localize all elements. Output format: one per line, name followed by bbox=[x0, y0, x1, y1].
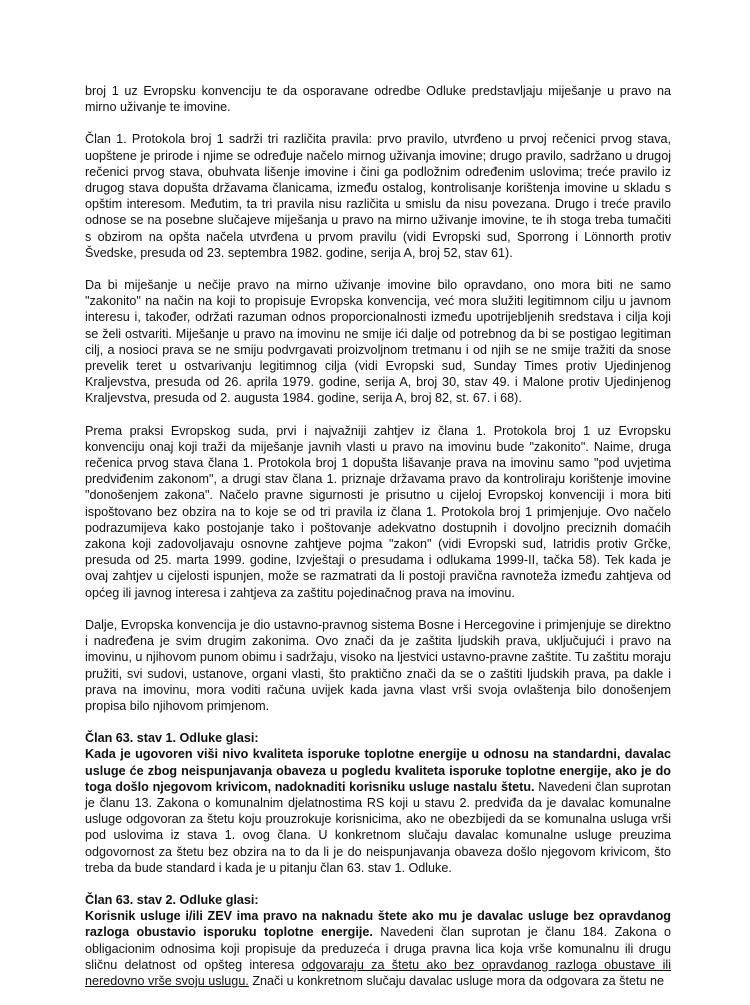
paragraph-constitutional-system: Dalje, Evropska konvencija je dio ustavno-pravnog sistema Bosne i Hercegovine i primjenjuje se direktno i nadređena je svim drugim zakonima. Ovo znači da je zaštita ljudskih prava, uključujući i pravo na imovinu, u njihovom punom obimu i sadržaju, visoko na ljestvici ustavno-pravne zaštite. Tu zaštitu moraju pružiti, svi sudovi, ustanove, organi vlasti, što praktično znači da se o zaštiti ljudskih prava, pa dakle i prava na imovinu, mora voditi računa uvijek kada javna vlast vrši svoja ovlaštenja bilo donošenjem propisa bilo njihovom primjenom. bbox=[85, 617, 671, 713]
underlined-text: odgovaraju za štetu ako bez opravdanog razloga obustave ili neredovno vrše svoju uslugu. bbox=[85, 957, 671, 988]
document-page bbox=[85, 83, 671, 1005]
section-commentary: Navedeni član suprotan je članu 184. Zakona o obligacionim odnosima koji propisuje da preduzeća i druga pravna lica koja vrše komunalnu ili drugu sličnu delatnost od opšteg interesa bbox=[85, 925, 671, 972]
section-article-63-para-2 bbox=[85, 892, 671, 989]
section-heading: Član 63. stav 1. Odluke glasi: bbox=[85, 731, 259, 746]
section-commentary-continued: Znači u konkretnom slučaju davalac usluge mora da odgovara za štetu ne bbox=[248, 973, 664, 988]
quoted-provision: Kada je ugovoren viši nivo kvaliteta isporuke toplotne energije u odnosu na standardni, davalac usluge će zbog neispunjavanja obaveza u pogledu kvaliteta isporuke toplotne energije, ako je do toga došlo njegovom krivicom, nadoknaditi korisniku usluge nastalu štetu. bbox=[85, 747, 671, 794]
paragraph-protocol-rules: Član 1. Protokola broj 1 sadrži tri različita pravila: prvo pravilo, utvrđeno u prvoj rečenici prvog stava, uopštene je prirode i njime se određuje načelo mirnog uživanja imovine; drugo pravilo, sadržano u drugoj rečenici prvog stava, obuhvata lišenje imovine i čini ga podložnim određenim uslovima; treće pravilo iz drugog stava dopušta državama članicama, između ostalog, kontrolisanje korištenja imovine u skladu s opštim interesom. Međutim, ta tri pravila nisu različita u smislu da nisu povezana. Drugo i treće pravilo odnose se na posebne slučajeve miješanja u pravo na mirno uživanje imovine, te ih stoga treba tumačiti s obzirom na opšta načela utvrđena u prvom pravilu (vidi Evropski sud, Sporrong i Lönnorth protiv Švedske, presuda od 23. septembra 1982. godine, serija A, broj 52, stav 61). bbox=[85, 132, 671, 260]
quoted-provision: Korisnik usluge i/ili ZEV ima pravo na naknadu štete ako mu je davalac usluge bez opravdanog razloga obustavio isporuku toplotne energije. bbox=[85, 909, 671, 940]
section-heading: Član 63. stav 2. Odluke glasi: bbox=[85, 892, 259, 907]
paragraph-justified-interference: Da bi miješanje u nečije pravo na mirno uživanje imovine bilo opravdano, ono mora biti ne samo "zakonito" na način na koji to propisuje Evropska konvencija, već mora služiti legitimnom cilju u javnom interesu i, također, održati razuman odnos proporcionalnosti između upotrijebljenih sredstava i cilja koji se želi ostvariti. Miješanje u pravo na imovinu ne smije ići dalje od potrebnog da bi se postigao legitiman cilj, a nosioci prava se ne smiju podvrgavati proizvoljnom tretmanu i od njih se ne smije tražiti da snose prevelik teret u ostvarivanju legitimnog cilja (vidi Evropski sud, Sunday Times protiv Ujedinjenog Kraljevstva, presuda od 26. aprila 1979. godine, serija A, broj 30, stav 49. i Malone protiv Ujedinjenog Kraljevstva, presuda od 2. augusta 1984. godine, serija A, broj 82, st. 67. i 68). bbox=[85, 278, 671, 406]
section-commentary: Navedeni član suprotan je članu 13. Zakona o komunalnim djelatnostima RS koji u stavu 2. predviđa da je davalac komunalne usluge odgovoran za štetu koju prouzrokuje korisnicima, ako ne obezbijedi da se komunalna usluga vrši pod uslovima iz stava 1. ovog člana. U konkretnom slučaju davalac komunalne usluge preuzima odgovornost za štetu bez obzira na to da li je do neispunjavanja obaveza došlo njegovom krivicom, što treba da bude standard i kada je u pitanju član 63. stav 1. Odluke. bbox=[85, 779, 671, 875]
paragraph-lawfulness: Prema praksi Evropskog suda, prvi i najvažniji zahtjev iz člana 1. Protokola broj 1 uz Evropsku konvenciju onaj koji traži da miješanje javnih vlasti u pravo na imovinu bude "zakonito". Naime, druga rečenica prvog stava člana 1. Protokola broj 1 dopušta lišavanje prava na imovinu samo "pod uvjetima predviđenim zakonom", a drugi stav člana 1. priznaje državama pravo da kontroliraju korištenje imovine "donošenjem zakona". Načelo pravne sigurnosti je prisutno u cijeloj Evropskoj konvenciji i mora biti ispoštovano bez obzira na to koje se od tri pravila iz člana 1. Protokola broj 1 primjenjuje. Ovo načelo podrazumijeva kako postojanje tako i poštovanje adekvatno dostupnih i dovoljno preciznih domaćih zakona koji zadovoljavaju osnovne zahtjeve pojma "zakon" (vidi Evropski sud, Iatridis protiv Grčke, presuda od 25. marta 1999. godine, Izvještaji o presudama i odlukama 1999-II, tačka 58). Tek kada je ovaj zahtjev u cijelosti ispunjen, može se razmatrati da li postoji pravična ravnoteža između zahtjeva od općeg ili javnog interesa i zahtjeva za zaštitu pojedinačnog prava na imovinu. bbox=[85, 423, 671, 600]
section-article-63-para-1 bbox=[85, 730, 671, 876]
paragraph-continuation: broj 1 uz Evropsku konvenciju te da osporavane odredbe Odluke predstavljaju miješanje u pravo na mirno uživanje te imovine. bbox=[85, 84, 671, 115]
